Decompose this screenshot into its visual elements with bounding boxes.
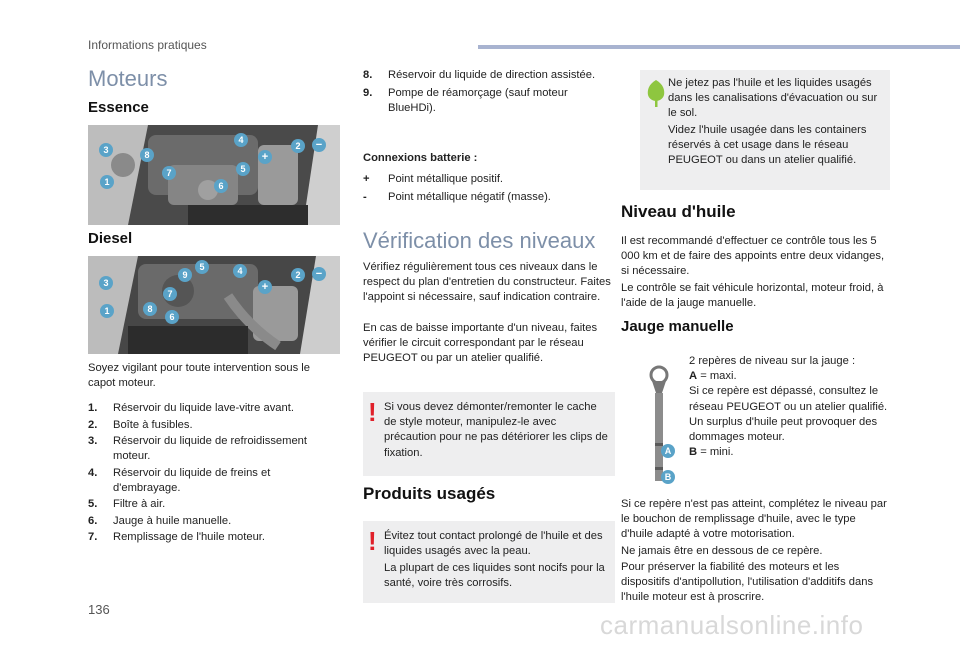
page-title: Moteurs xyxy=(88,66,168,91)
leaf-icon xyxy=(645,78,667,108)
dipstick-icon xyxy=(638,365,680,485)
warning-text-corrosive: La plupart de ces liquides sont nocifs pour la santé, voire très corrosifs. xyxy=(384,562,605,590)
callout-marker: 6 xyxy=(214,179,228,193)
diesel-heading: Diesel xyxy=(88,230,133,247)
callout-marker: 8 xyxy=(143,302,157,316)
warning-box-cover xyxy=(363,392,615,476)
final-text-3: Pour préserver la fiabilité des moteurs et les dispositifs d'antipollution, l'utilisation d'additifs dans l'huile moteur est à proscrire. xyxy=(621,561,874,604)
callout-marker: + xyxy=(258,280,272,294)
diesel-engine-image xyxy=(88,256,340,354)
warning-icon: ! xyxy=(368,397,377,427)
levels-title: Vérification des niveaux xyxy=(363,228,596,253)
callout-marker: 7 xyxy=(162,166,176,180)
callout-marker: 8 xyxy=(140,148,154,162)
callout-marker: 4 xyxy=(234,133,248,147)
essence-engine-image xyxy=(88,125,340,225)
mark-b-line: B = mini. xyxy=(689,446,734,459)
warning-intro: Soyez vigilant pour toute intervention sous le capot moteur. xyxy=(88,362,311,390)
callout-marker: 3 xyxy=(99,143,113,157)
callout-marker: 1 xyxy=(100,304,114,318)
final-text-2: Ne jamais être en dessous de ce repère. xyxy=(621,545,823,557)
callout-marker: 5 xyxy=(236,162,250,176)
final-text-1: Si ce repère n'est pas atteint, complétez le niveau par le bouchon de remplissage d'huile, avec le type d'huile adapté à votre motorisation. xyxy=(621,498,887,541)
list-item: 8. Réservoir du liquide de direction assistée. xyxy=(363,69,596,81)
list-item: + Point métallique positif. xyxy=(363,173,504,185)
levels-text-2: En cas de baisse importante d'un niveau, faites vérifier le circuit correspondant par le réseau PEUGEOT ou par un atelier qualifié. xyxy=(363,322,598,365)
list-item: 3. Réservoir du liquide de refroidissement moteur. xyxy=(88,435,308,462)
warning-text-cover: Si vous devez démonter/remonter le cache de style moteur, manipulez-le avec précaution pour ne pas détériorer les clips de fixation. xyxy=(384,401,608,459)
engine-parts-list-cont xyxy=(363,68,613,118)
callout-marker: 6 xyxy=(165,310,179,324)
callout-marker: 2 xyxy=(291,139,305,153)
watermark: carmanualsonline.info xyxy=(600,610,864,640)
products-heading: Produits usagés xyxy=(363,484,496,503)
page-number: 136 xyxy=(88,602,110,617)
gauge-description xyxy=(689,354,889,460)
warning-icon: ! xyxy=(368,526,377,556)
battery-list xyxy=(363,172,613,207)
list-item: 6. Jauge à huile manuelle. xyxy=(88,514,232,527)
callout-marker: 9 xyxy=(178,268,192,282)
callout-marker: 4 xyxy=(233,264,247,278)
callout-marker: 5 xyxy=(195,260,209,274)
list-item: 1. Réservoir du liquide lave-vitre avant. xyxy=(88,402,294,414)
oil-heading: Niveau d'huile xyxy=(621,202,736,221)
callout-marker: 3 xyxy=(99,276,113,290)
list-item: 7. Remplissage de l'huile moteur. xyxy=(88,531,266,543)
list-item: 2. Boîte à fusibles. xyxy=(88,418,193,431)
section-header: Informations pratiques xyxy=(88,38,207,52)
callout-marker: 2 xyxy=(291,268,305,282)
callout-marker: + xyxy=(258,150,272,164)
eco-text-2: Videz l'huile usagée dans les containers réservés à cet usage dans le réseau PEUGEOT ou dans un atelier qualifié. xyxy=(668,124,867,167)
warning-box-products xyxy=(363,521,615,603)
gauge-intro: 2 repères de niveau sur la jauge : xyxy=(689,355,856,367)
essence-heading: Essence xyxy=(88,99,149,116)
gauge-text: Si ce repère est dépassé, consultez le réseau PEUGEOT ou un atelier qualifié. Un surplus d'huile peut provoquer des dommages moteur. xyxy=(689,385,888,444)
list-item: - Point métallique négatif (masse). xyxy=(363,191,551,203)
levels-text-1: Vérifiez régulièrement tous ces niveaux dans le respect du plan d'entretien du constructeur. Faites l'appoint si nécessaire, sauf indication contraire. xyxy=(363,261,611,304)
callout-marker: − xyxy=(312,138,326,152)
eco-box xyxy=(640,70,890,190)
marker-a-badge: A xyxy=(661,444,675,458)
engine-parts-list xyxy=(88,401,340,547)
callout-marker: 1 xyxy=(100,175,114,189)
list-item: 5. Filtre à air. xyxy=(88,498,166,510)
callout-marker: − xyxy=(312,267,326,281)
list-item: 9. Pompe de réamorçage (sauf moteur BlueHDi). xyxy=(363,87,568,114)
battery-heading: Connexions batterie : xyxy=(363,152,478,164)
header-bar xyxy=(478,45,960,49)
oil-text-2: Le contrôle se fait véhicule horizontal, moteur froid, à l'aide de la jauge manuelle. xyxy=(621,282,884,310)
gauge-heading: Jauge manuelle xyxy=(621,318,734,335)
marker-b-badge: B xyxy=(661,470,675,484)
list-item: 4. Réservoir du liquide de freins et d'embrayage. xyxy=(88,466,271,494)
eco-text-1: Ne jetez pas l'huile et les liquides usagés dans les canalisations d'évacuation ou sur le sol. xyxy=(668,77,878,120)
mark-a-line: A = maxi. xyxy=(689,370,737,383)
warning-text-skin: Évitez tout contact prolongé de l'huile et des liquides usagés avec la peau. xyxy=(384,530,603,558)
callout-marker: 7 xyxy=(163,287,177,301)
oil-text-1: Il est recommandé d'effectuer ce contrôle tous les 5 000 km et de faire des appoints entre deux vidanges, si nécessaire. xyxy=(621,235,885,278)
